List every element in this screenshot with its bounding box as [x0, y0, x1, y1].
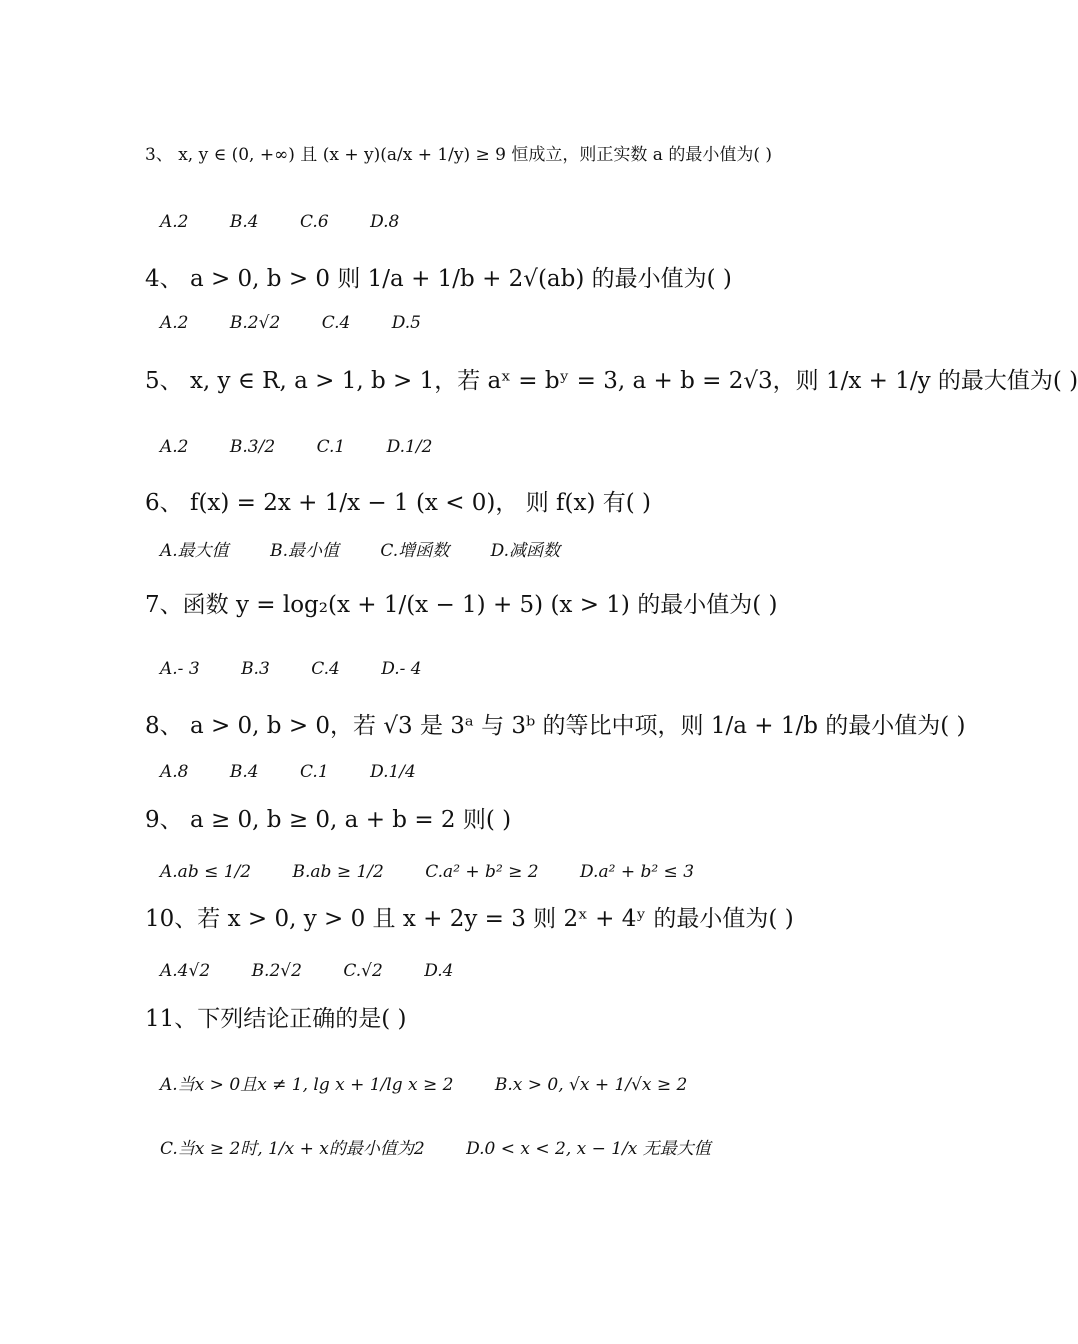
option: D.减函数 — [490, 541, 561, 561]
option: C.6 — [300, 212, 329, 232]
option: B.3/2 — [229, 437, 276, 457]
options-11-ab — [160, 1070, 723, 1095]
option: A.2 — [160, 212, 189, 232]
options-7 — [160, 659, 458, 679]
option: A.当x > 0且x ≠ 1, lg x + 1/lg x ≥ 2 — [160, 1075, 454, 1095]
option: D.1/2 — [386, 437, 433, 457]
option: B.x > 0, √x + 1/√x ≥ 2 — [494, 1075, 688, 1095]
options-8 — [160, 762, 452, 782]
question-5: 5、 x, y ∈ R, a > 1, b > 1，若 aˣ = bʸ = 3, a + b = 2√3，则 1/x + 1/y 的最大值为( ) — [145, 368, 1078, 394]
option: C.4 — [321, 313, 351, 333]
option: A.8 — [160, 762, 189, 782]
option: B.4 — [229, 762, 259, 782]
option: C.当x ≥ 2时, 1/x + x的最小值为2 — [160, 1139, 425, 1159]
option: D.4 — [424, 961, 454, 981]
options-10 — [160, 961, 489, 981]
option: D.- 4 — [381, 659, 422, 679]
option: C.√2 — [343, 961, 383, 981]
option: A.ab ≤ 1/2 — [160, 862, 252, 882]
option: B.ab ≥ 1/2 — [292, 862, 384, 882]
question-11: 11、下列结论正确的是( ) — [145, 1006, 407, 1032]
option: B.4 — [229, 212, 259, 232]
question-4: 4、 a > 0, b > 0 则 1/a + 1/b + 2√(ab) 的最小值为( ) — [145, 266, 732, 292]
option: A.2 — [160, 437, 189, 457]
options-4 — [160, 313, 457, 333]
option: D.1/4 — [370, 762, 416, 782]
option: A.4√2 — [160, 961, 211, 981]
option: B.2√2 — [229, 313, 281, 333]
options-9 — [160, 862, 730, 882]
question-9: 9、 a ≥ 0, b ≥ 0, a + b = 2 则( ) — [145, 807, 512, 833]
option: C.4 — [311, 659, 340, 679]
option: B.3 — [241, 659, 270, 679]
options-11-cd — [160, 1134, 747, 1159]
option: C.增函数 — [380, 541, 450, 561]
question-3: 3、 x, y ∈ (0, +∞) 且 (x + y)(a/x + 1/y) ≥ 9 恒成立，则正实数 a 的最小值为( ) — [145, 145, 773, 165]
option: B.2√2 — [251, 961, 302, 981]
option: A.最大值 — [160, 541, 229, 561]
question-8: 8、 a > 0, b > 0，若 √3 是 3ᵃ 与 3ᵇ 的等比中项，则 1/a + 1/b 的最小值为( ) — [145, 713, 966, 739]
options-6 — [160, 536, 596, 561]
option: C.1 — [316, 437, 346, 457]
option: D.8 — [370, 212, 400, 232]
question-10: 10、若 x > 0, y > 0 且 x + 2y = 3 则 2ˣ + 4ʸ 的最小值为( ) — [145, 906, 794, 932]
question-6: 6、 f(x) = 2x + 1/x − 1 (x < 0)， 则 f(x) 有( ) — [145, 490, 652, 516]
option: A.2 — [160, 313, 189, 333]
option: A.- 3 — [160, 659, 200, 679]
option: C.1 — [300, 762, 329, 782]
options-3 — [160, 212, 435, 232]
option: D.0 < x < 2, x − 1/x 无最大值 — [466, 1139, 711, 1159]
options-5 — [160, 437, 468, 457]
option: D.5 — [391, 313, 421, 333]
option: B.最小值 — [270, 541, 339, 561]
question-7: 7、函数 y = log₂(x + 1/(x − 1) + 5) (x > 1) 的最小值为( ) — [145, 592, 778, 618]
option: D.a² + b² ≤ 3 — [580, 862, 695, 882]
option: C.a² + b² ≥ 2 — [425, 862, 539, 882]
